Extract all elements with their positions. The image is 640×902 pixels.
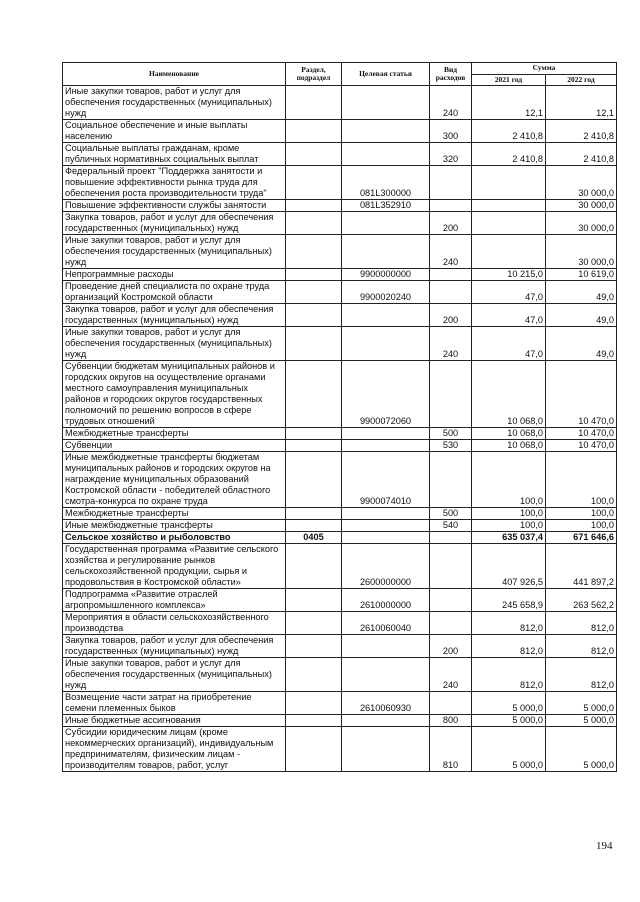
row-section	[286, 269, 342, 281]
row-sum-2021: 10 215,0	[472, 269, 546, 281]
row-section	[286, 281, 342, 304]
row-sum-2022: 5 000,0	[546, 715, 617, 727]
row-type: 240	[430, 658, 472, 692]
row-target	[342, 212, 430, 235]
row-target	[342, 120, 430, 143]
row-sum-2022: 671 646,6	[546, 532, 617, 544]
header-target: Целевая статья	[342, 63, 430, 86]
row-type: 200	[430, 635, 472, 658]
row-sum-2022: 30 000,0	[546, 166, 617, 200]
table-row	[63, 727, 617, 772]
table-row	[63, 361, 617, 428]
row-type	[430, 452, 472, 508]
row-name: Непрограммные расходы	[63, 269, 286, 281]
row-sum-2022: 100,0	[546, 520, 617, 532]
table-row	[63, 612, 617, 635]
table-row	[63, 589, 617, 612]
row-sum-2021	[472, 235, 546, 269]
row-sum-2021	[472, 200, 546, 212]
row-type: 800	[430, 715, 472, 727]
row-sum-2022: 2 410,8	[546, 120, 617, 143]
row-type	[430, 692, 472, 715]
row-sum-2022: 10 470,0	[546, 428, 617, 440]
row-section: 0405	[286, 532, 342, 544]
table-row	[63, 658, 617, 692]
row-sum-2022: 30 000,0	[546, 235, 617, 269]
row-type	[430, 269, 472, 281]
row-type: 200	[430, 304, 472, 327]
row-name: Социальные выплаты гражданам, кроме публичных нормативных социальных выплат	[63, 143, 286, 166]
row-sum-2021: 10 068,0	[472, 428, 546, 440]
row-sum-2021: 5 000,0	[472, 715, 546, 727]
row-name: Иные закупки товаров, работ и услуг для обеспечения государственных (муниципальных) нужд	[63, 86, 286, 120]
row-sum-2022: 263 562,2	[546, 589, 617, 612]
table-row	[63, 304, 617, 327]
row-sum-2022: 5 000,0	[546, 727, 617, 772]
row-type: 500	[430, 508, 472, 520]
row-name: Иные закупки товаров, работ и услуг для обеспечения государственных (муниципальных) нужд	[63, 658, 286, 692]
table-row	[63, 200, 617, 212]
row-target	[342, 520, 430, 532]
row-name: Социальное обеспечение и иные выплаты населению	[63, 120, 286, 143]
row-target: 081L300000	[342, 166, 430, 200]
row-sum-2022: 441 897,2	[546, 544, 617, 589]
row-target	[342, 715, 430, 727]
row-sum-2021: 407 926,5	[472, 544, 546, 589]
row-target: 2600000000	[342, 544, 430, 589]
row-name: Закупка товаров, работ и услуг для обеспечения государственных (муниципальных) нужд	[63, 635, 286, 658]
row-section	[286, 86, 342, 120]
header-year-2022: 2022 год	[546, 74, 617, 86]
row-name: Иные закупки товаров, работ и услуг для обеспечения государственных (муниципальных) нужд	[63, 327, 286, 361]
row-target	[342, 86, 430, 120]
row-target: 2610000000	[342, 589, 430, 612]
row-section	[286, 715, 342, 727]
row-target	[342, 635, 430, 658]
page-number: 194	[596, 840, 613, 852]
row-type: 500	[430, 428, 472, 440]
row-sum-2022: 100,0	[546, 508, 617, 520]
row-type: 320	[430, 143, 472, 166]
row-section	[286, 212, 342, 235]
row-section	[286, 612, 342, 635]
row-name: Сельское хозяйство и рыболовство	[63, 532, 286, 544]
row-sum-2022: 100,0	[546, 452, 617, 508]
row-sum-2021: 47,0	[472, 304, 546, 327]
row-name: Закупка товаров, работ и услуг для обеспечения государственных (муниципальных) нужд	[63, 304, 286, 327]
table-row	[63, 166, 617, 200]
row-target: 081L352910	[342, 200, 430, 212]
row-sum-2021: 812,0	[472, 612, 546, 635]
row-type: 240	[430, 235, 472, 269]
row-sum-2021: 10 068,0	[472, 440, 546, 452]
budget-table	[62, 62, 617, 772]
row-sum-2021	[472, 166, 546, 200]
row-section	[286, 327, 342, 361]
row-type	[430, 589, 472, 612]
row-section	[286, 235, 342, 269]
row-type	[430, 166, 472, 200]
row-sum-2021: 47,0	[472, 281, 546, 304]
row-sum-2021: 2 410,8	[472, 120, 546, 143]
row-section	[286, 692, 342, 715]
row-type	[430, 361, 472, 428]
row-target	[342, 727, 430, 772]
row-section	[286, 452, 342, 508]
row-sum-2022: 10 619,0	[546, 269, 617, 281]
row-target: 2610060930	[342, 692, 430, 715]
row-target	[342, 508, 430, 520]
row-sum-2021: 12,1	[472, 86, 546, 120]
table-row	[63, 715, 617, 727]
table-row	[63, 120, 617, 143]
row-type	[430, 532, 472, 544]
row-name: Государственная программа «Развитие сельского хозяйства и регулирование рынков сельскохозяйственной продукции, сырья и продовольствия в Костромской области»	[63, 544, 286, 589]
row-section	[286, 440, 342, 452]
table-row	[63, 428, 617, 440]
row-target: 9900020240	[342, 281, 430, 304]
row-target: 9900000000	[342, 269, 430, 281]
row-name: Иные закупки товаров, работ и услуг для обеспечения государственных (муниципальных) нужд	[63, 235, 286, 269]
row-sum-2021	[472, 212, 546, 235]
row-target: 2610060040	[342, 612, 430, 635]
row-target	[342, 658, 430, 692]
table-row	[63, 281, 617, 304]
row-name: Межбюджетные трансферты	[63, 428, 286, 440]
table-row	[63, 508, 617, 520]
row-name: Субвенции бюджетам муниципальных районов и городских округов на осуществление органами местного самоуправления муниципальных районов и городских округов государственных полномочий по решению вопросов в сфере трудовых отношений	[63, 361, 286, 428]
row-type	[430, 200, 472, 212]
row-sum-2022: 10 470,0	[546, 361, 617, 428]
row-sum-2022: 49,0	[546, 304, 617, 327]
table-row	[63, 269, 617, 281]
row-target: 9900074010	[342, 452, 430, 508]
row-sum-2022: 49,0	[546, 327, 617, 361]
row-sum-2021: 5 000,0	[472, 727, 546, 772]
header-sum: Сумма	[472, 63, 617, 75]
row-section	[286, 508, 342, 520]
row-section	[286, 143, 342, 166]
row-sum-2021: 635 037,4	[472, 532, 546, 544]
row-target	[342, 532, 430, 544]
row-type: 530	[430, 440, 472, 452]
row-section	[286, 635, 342, 658]
table-row	[63, 692, 617, 715]
row-target	[342, 440, 430, 452]
row-name: Субсидии юридическим лицам (кроме некоммерческих организаций), индивидуальным предпринимателям, физическим лицам - производителям товаров, работ, услуг	[63, 727, 286, 772]
row-target	[342, 143, 430, 166]
row-type	[430, 612, 472, 635]
row-type: 810	[430, 727, 472, 772]
header-row-1	[63, 63, 617, 75]
row-name: Закупка товаров, работ и услуг для обеспечения государственных (муниципальных) нужд	[63, 212, 286, 235]
row-type: 540	[430, 520, 472, 532]
row-section	[286, 200, 342, 212]
row-sum-2021: 245 658,9	[472, 589, 546, 612]
header-section: Раздел, подраздел	[286, 63, 342, 86]
table-row	[63, 635, 617, 658]
header-name: Наименование	[63, 63, 286, 86]
row-sum-2022: 49,0	[546, 281, 617, 304]
row-sum-2021: 812,0	[472, 635, 546, 658]
table-row	[63, 212, 617, 235]
row-name: Возмещение части затрат на приобретение семени племенных быков	[63, 692, 286, 715]
table-row	[63, 327, 617, 361]
row-target	[342, 428, 430, 440]
header-year-2021: 2021 год	[472, 74, 546, 86]
row-sum-2021: 10 068,0	[472, 361, 546, 428]
row-name: Федеральный проект "Поддержка занятости и повышение эффективности рынка труда для обеспечения роста производительности труда"	[63, 166, 286, 200]
row-name: Повышение эффективности службы занятости	[63, 200, 286, 212]
table-row	[63, 544, 617, 589]
row-name: Мероприятия в области сельскохозяйственного производства	[63, 612, 286, 635]
row-section	[286, 361, 342, 428]
row-section	[286, 658, 342, 692]
row-sum-2022: 812,0	[546, 658, 617, 692]
row-sum-2022: 10 470,0	[546, 440, 617, 452]
row-type: 300	[430, 120, 472, 143]
row-sum-2021: 100,0	[472, 508, 546, 520]
row-type: 240	[430, 327, 472, 361]
row-section	[286, 120, 342, 143]
row-sum-2021: 812,0	[472, 658, 546, 692]
row-name: Подпрограмма «Развитие отраслей агропромышленного комплекса»	[63, 589, 286, 612]
row-sum-2021: 100,0	[472, 520, 546, 532]
table-row	[63, 520, 617, 532]
row-name: Проведение дней специалиста по охране труда организаций Костромской области	[63, 281, 286, 304]
row-sum-2021: 100,0	[472, 452, 546, 508]
table-row	[63, 532, 617, 544]
table-row	[63, 143, 617, 166]
row-sum-2021: 5 000,0	[472, 692, 546, 715]
row-sum-2022: 30 000,0	[546, 200, 617, 212]
row-sum-2022: 812,0	[546, 635, 617, 658]
row-section	[286, 166, 342, 200]
row-sum-2022: 812,0	[546, 612, 617, 635]
table-row	[63, 235, 617, 269]
row-target	[342, 235, 430, 269]
row-sum-2021: 2 410,8	[472, 143, 546, 166]
row-sum-2022: 2 410,8	[546, 143, 617, 166]
budget-table-sheet	[62, 62, 616, 772]
table-row	[63, 86, 617, 120]
row-section	[286, 428, 342, 440]
row-name: Межбюджетные трансферты	[63, 508, 286, 520]
row-name: Иные бюджетные ассигнования	[63, 715, 286, 727]
table-body	[63, 86, 617, 772]
row-type	[430, 281, 472, 304]
header-type: Вид расходов	[430, 63, 472, 86]
row-target	[342, 327, 430, 361]
row-type: 200	[430, 212, 472, 235]
row-section	[286, 727, 342, 772]
row-section	[286, 520, 342, 532]
row-type: 240	[430, 86, 472, 120]
row-type	[430, 544, 472, 589]
row-name: Иные межбюджетные трансферты	[63, 520, 286, 532]
row-sum-2022: 5 000,0	[546, 692, 617, 715]
row-section	[286, 589, 342, 612]
row-name: Субвенции	[63, 440, 286, 452]
row-section	[286, 304, 342, 327]
table-row	[63, 452, 617, 508]
table-row	[63, 440, 617, 452]
row-name: Иные межбюджетные трансферты бюджетам муниципальных районов и городских округов на награждение муниципальных образований Костромской области - победителей областного смотра-конкурса по охране труда	[63, 452, 286, 508]
row-sum-2021: 47,0	[472, 327, 546, 361]
row-sum-2022: 30 000,0	[546, 212, 617, 235]
row-sum-2022: 12,1	[546, 86, 617, 120]
row-target	[342, 304, 430, 327]
row-target: 9900072060	[342, 361, 430, 428]
row-section	[286, 544, 342, 589]
